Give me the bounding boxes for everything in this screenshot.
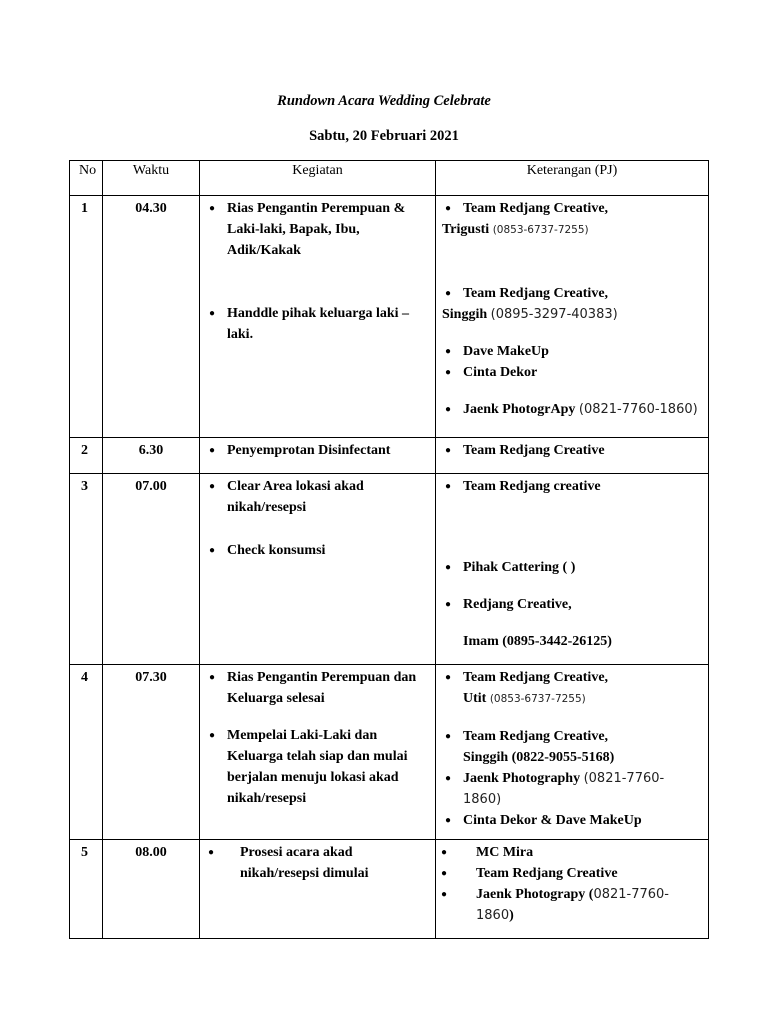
bullet-icon: ● — [445, 562, 452, 573]
row-waktu: 07.30 — [103, 665, 200, 840]
list-item: ● Rias Pengantin Perempuan dan Keluarga selesai — [206, 667, 429, 709]
list-item: ● Team Redjang Creative — [442, 863, 702, 884]
list-item: ● Team Redjang Creative — [442, 440, 702, 461]
bullet-icon: ● — [445, 203, 452, 214]
header-waktu: Waktu — [103, 161, 200, 196]
row-waktu: 08.00 — [103, 840, 200, 939]
list-item: ● Team Redjang Creative, — [442, 198, 702, 219]
list-item: ● Jaenk PhotogrApy (0821-7760-1860) — [442, 399, 702, 420]
list-item: ● MC Mira — [442, 842, 702, 863]
list-item: ● Team Redjang Creative, — [442, 667, 702, 688]
row-kegiatan — [200, 438, 436, 474]
list-item: ● Prosesi acara akad nikah/resepsi dimulai — [206, 842, 429, 884]
row-kegiatan — [200, 665, 436, 840]
document-title: Rundown Acara Wedding Celebrate — [277, 93, 491, 109]
list-item-continuation: Trigusti (0853-6737-7255) — [442, 222, 589, 237]
list-item: ● Team Redjang creative — [442, 476, 702, 497]
bullet-icon: ● — [445, 599, 452, 610]
row-no: 3 — [70, 474, 103, 665]
table-row — [70, 196, 709, 438]
header-keterangan: Keterangan (PJ) — [436, 161, 709, 196]
list-item: ● Team Redjang Creative, — [442, 726, 702, 747]
bullet-icon: ● — [209, 545, 216, 556]
list-item: ● Check konsumsi — [206, 540, 429, 561]
row-keterangan — [436, 840, 709, 939]
bullet-icon: ● — [445, 773, 452, 784]
bullet-icon: ● — [445, 672, 452, 683]
list-item-continuation: Singgih (0895-3297-40383) — [442, 307, 618, 322]
row-kegiatan — [200, 474, 436, 665]
row-keterangan — [436, 196, 709, 438]
row-kegiatan — [200, 840, 436, 939]
list-item: ● Redjang Creative, — [442, 594, 702, 615]
bullet-icon: ● — [209, 672, 216, 683]
list-item: ● Penyemprotan Disinfectant — [206, 440, 429, 461]
list-item: ● Pihak Cattering ( ) — [442, 557, 702, 578]
list-item: ● Jaenk Photography (0821-7760-1860) — [442, 768, 702, 810]
bullet-icon: ● — [445, 481, 452, 492]
list-item: ● Clear Area lokasi akad nikah/resepsi — [206, 476, 429, 518]
row-waktu: 04.30 — [103, 196, 200, 438]
row-kegiatan — [200, 196, 436, 438]
list-item: ● Cinta Dekor — [442, 362, 702, 383]
list-item: ● Mempelai Laki-Laki dan Keluarga telah siap dan mulai berjalan menuju lokasi akad nikah/resepsi — [206, 725, 429, 809]
bullet-icon: ● — [208, 847, 215, 858]
bullet-icon: ● — [209, 730, 216, 741]
table-row — [70, 665, 709, 840]
list-item: ● Team Redjang Creative, — [442, 283, 702, 304]
row-waktu: 6.30 — [103, 438, 200, 474]
list-item: ● Dave MakeUp — [442, 341, 702, 362]
bullet-icon: ● — [209, 481, 216, 492]
row-waktu: 07.00 — [103, 474, 200, 665]
bullet-icon: ● — [445, 288, 452, 299]
bullet-icon: ● — [445, 445, 452, 456]
header-no: No — [70, 161, 103, 196]
header-kegiatan: Kegiatan — [200, 161, 436, 196]
bullet-icon: ● — [445, 815, 452, 826]
table-row — [70, 474, 709, 665]
list-item: ● Jaenk Photograpy (0821-7760- — [442, 884, 702, 905]
bullet-icon: ● — [445, 404, 452, 415]
bullet-icon: ● — [209, 203, 216, 214]
bullet-icon: ● — [445, 367, 452, 378]
row-no: 4 — [70, 665, 103, 840]
document-date: Sabtu, 20 Februari 2021 — [309, 128, 459, 144]
list-item: ● Handdle pihak keluarga laki – laki. — [206, 303, 429, 345]
row-keterangan — [436, 665, 709, 840]
row-no: 2 — [70, 438, 103, 474]
table-row — [70, 840, 709, 939]
bullet-icon: ● — [445, 731, 452, 742]
table-header-row — [70, 161, 709, 196]
bullet-icon: ● — [209, 445, 216, 456]
row-keterangan — [436, 438, 709, 474]
bullet-icon: ● — [441, 889, 448, 900]
row-keterangan — [436, 474, 709, 665]
row-no: 1 — [70, 196, 103, 438]
list-item-continuation: Singgih (0822-9055-5168) — [463, 750, 615, 765]
bullet-icon: ● — [445, 346, 452, 357]
list-item-continuation: Imam (0895-3442-26125) — [463, 634, 612, 649]
row-no: 5 — [70, 840, 103, 939]
table-row — [70, 438, 709, 474]
list-item: ● Rias Pengantin Perempuan & Laki-laki, Bapak, Ibu, Adik/Kakak — [206, 198, 429, 261]
list-item-continuation: Utit (0853-6737-7255) — [463, 691, 586, 706]
rundown-table — [69, 160, 709, 939]
list-item: ● Cinta Dekor & Dave MakeUp — [442, 810, 702, 831]
bullet-icon: ● — [441, 868, 448, 879]
bullet-icon: ● — [209, 308, 216, 319]
list-item-continuation: 1860) — [476, 908, 514, 923]
bullet-icon: ● — [441, 847, 448, 858]
